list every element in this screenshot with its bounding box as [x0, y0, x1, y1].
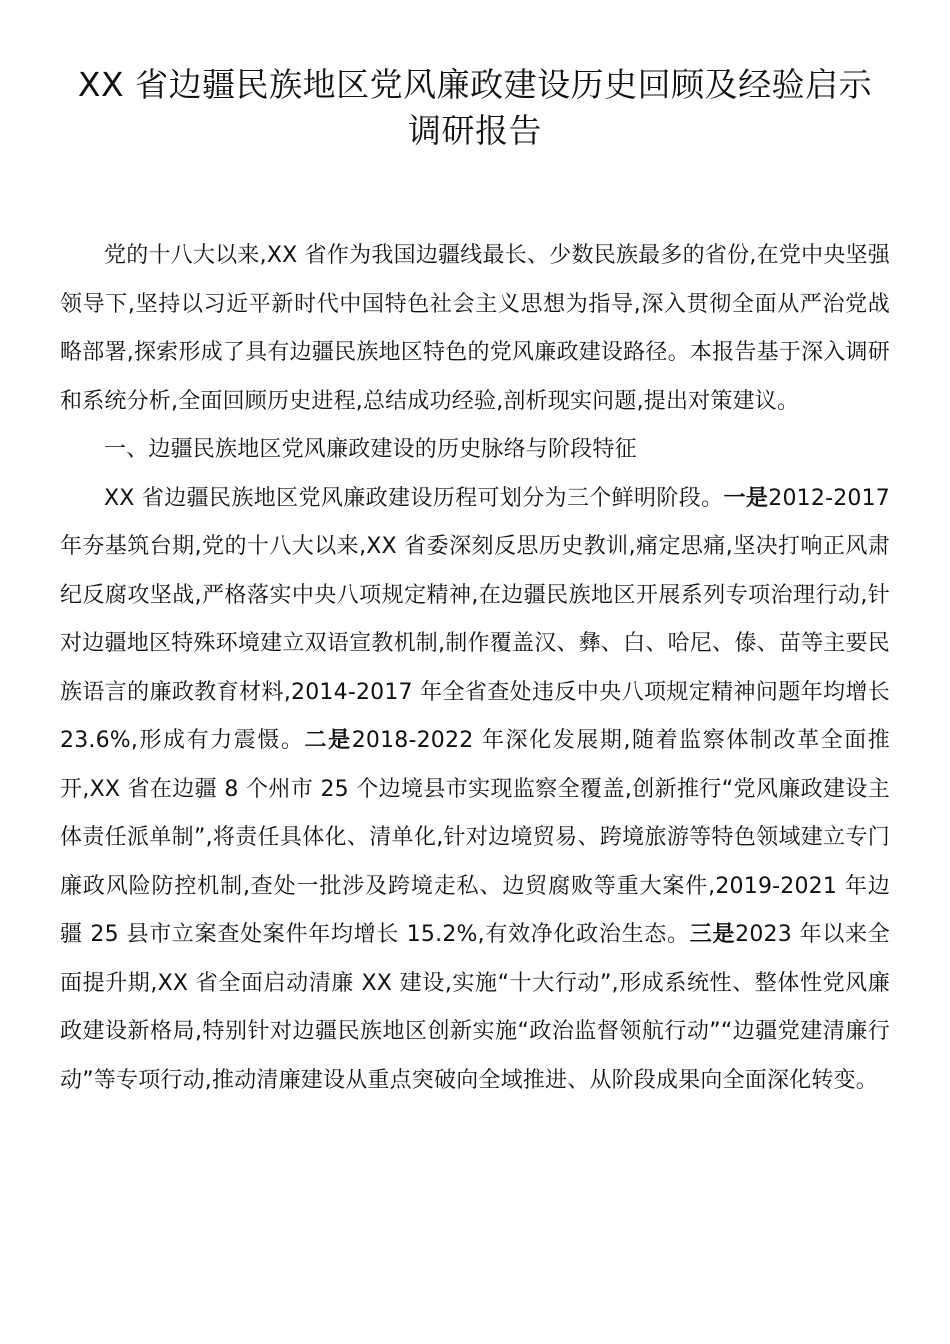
stage-1-marker: 一是: [723, 485, 769, 511]
title-line-2: 调研报告: [408, 111, 542, 150]
stage-2-marker: 二是: [304, 728, 352, 753]
stage-2-text: 2018-2022 年深化发展期,随着监察体制改革全面推开,XX 省在边疆 8 个州市 25 个边境县市实现监察全覆盖,创新推行“党风廉政建设主体责任派单制”,将责任具体化、清单化,针对边境贸易、跨境旅游等特色领域建立专门廉政风险防控机制,查处一批涉及跨境走私、边贸腐败等重大案件,2019-2021 年边疆 25 县市立案查处案件年均增长 15.2%,有效净化政治生态。: [60, 728, 891, 947]
document-title: [60, 62, 890, 154]
stage-3-text: 2023 年以来全面提升期,XX 省全面启动清廉 XX 建设,实施“十大行动”,形成系统性、整体性党风廉政建设新格局,特别针对边疆民族地区创新实施“政治监督领航行动”“边疆党建清廉行动”等专项行动,推动清廉建设从重点突破向全域推进、从阶段成果向全面深化转变。: [60, 922, 890, 1093]
stage-3-marker: 三是: [689, 922, 736, 947]
section-1-heading: 一、边疆民族地区党风廉政建设的历史脉络与阶段特征: [104, 437, 637, 462]
document-body: [60, 232, 890, 1105]
title-line-1: XX 省边疆民族地区党风廉政建设历史回顾及经验启示: [77, 65, 873, 104]
section-1-paragraph: [60, 475, 890, 1106]
stages-lead: XX 省边疆民族地区党风廉政建设历程可划分为三个鲜明阶段。: [104, 485, 724, 511]
stage-1-text: 2012-2017 年夯基筑台期,党的十八大以来,XX 省委深刻反思历史教训,痛定思痛,坚决打响正风肃纪反腐攻坚战,严格落实中央八项规定精神,在边疆民族地区开展系列专项治理行动,针对边疆地区特殊环境建立双语宣教机制,制作覆盖汉、彝、白、哈尼、傣、苗等主要民族语言的廉政教育材料,2014-2017 年全省查处违反中央八项规定精神问题年均增长 23.6%,形成有力震慑。: [60, 485, 890, 753]
intro-paragraph: 党的十八大以来,XX 省作为我国边疆线最长、少数民族最多的省份,在党中央坚强领导下,坚持以习近平新时代中国特色社会主义思想为指导,深入贯彻全面从严治党战略部署,探索形成了具有边疆民族地区特色的党风廉政建设路径。本报告基于深入调研和系统分析,全面回顾历史进程,总结成功经验,剖析现实问题,提出对策建议。: [60, 243, 890, 414]
